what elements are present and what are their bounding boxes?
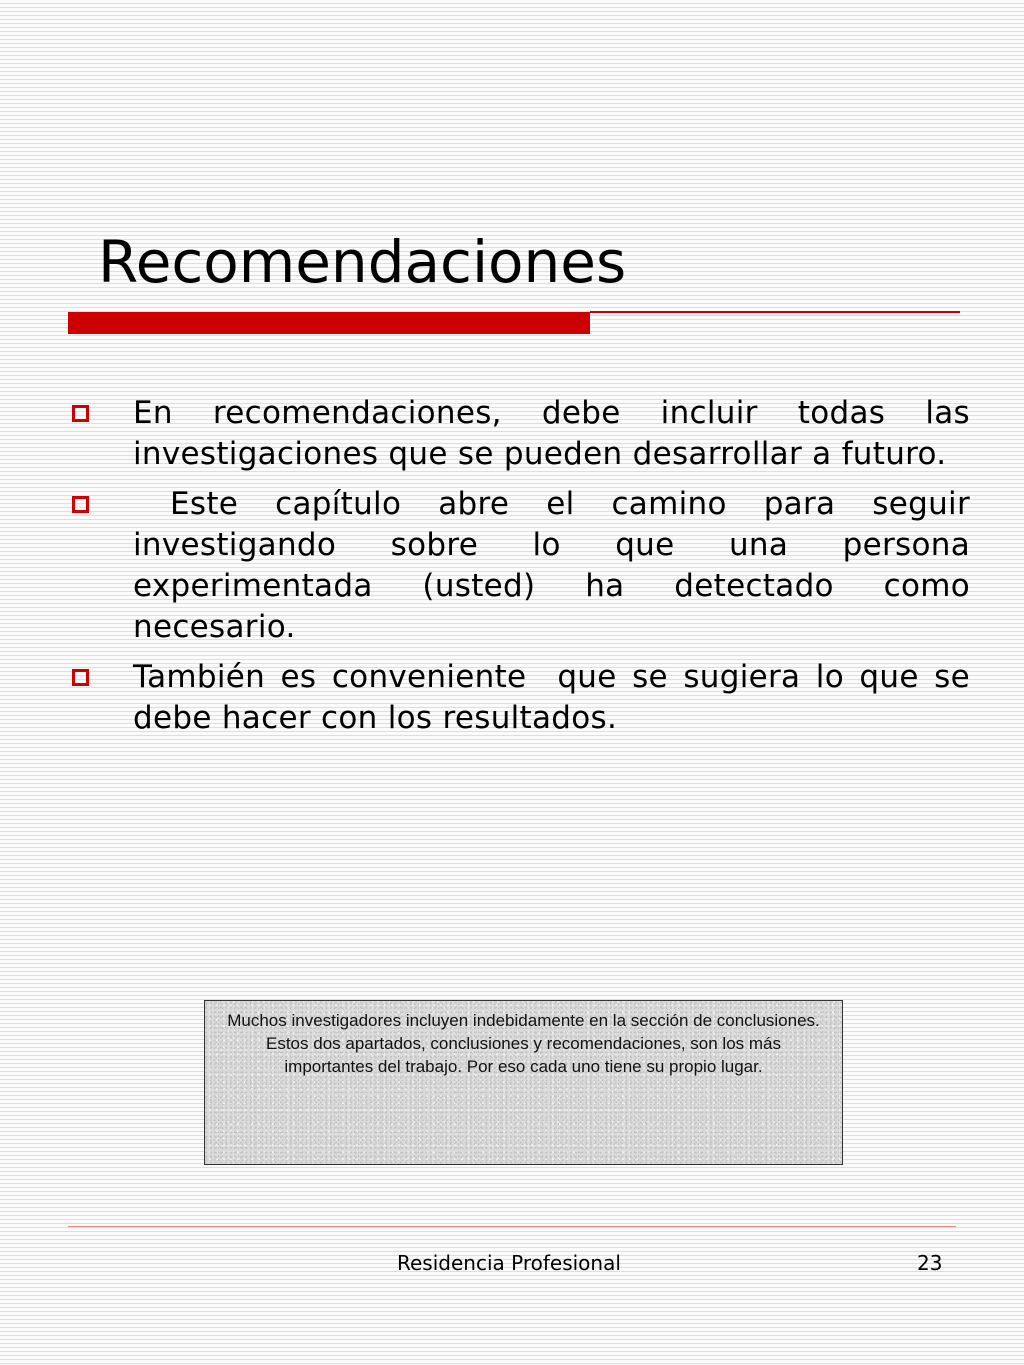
bullet-text: En recomendaciones, debe incluir todas las investigaciones que se pueden desarrollar a futuro.	[133, 395, 970, 472]
bullet-item	[70, 484, 981, 648]
hollow-square-icon	[72, 496, 89, 513]
title-underline-thin	[590, 311, 960, 313]
page-number: 23	[917, 1251, 943, 1275]
footer-divider	[68, 1226, 956, 1227]
bullet-text: Este capítulo abre el camino para seguir investigando sobre lo que una persona experimentada (usted) ha detectado como necesario.	[133, 486, 981, 645]
bullet-item	[70, 657, 981, 739]
title-underline-thick	[68, 312, 590, 334]
bullet-text: También es conveniente que se sugiera lo que se debe hacer con los resultados.	[133, 659, 981, 736]
hollow-square-icon	[72, 405, 89, 422]
bullet-list	[70, 393, 981, 748]
note-text-line-1: Muchos investigadores incluyen indebidamente en la sección de conclusiones.	[227, 1011, 820, 1030]
hollow-square-icon	[72, 669, 89, 686]
note-text-line-2: Estos dos apartados, conclusiones y recomendaciones, son los más importantes del trabajo. Por eso cada uno tiene su propio lugar.	[266, 1034, 781, 1076]
slide-title: Recomendaciones	[98, 228, 627, 296]
bullet-item	[70, 393, 970, 475]
footer-text: Residencia Profesional	[397, 1251, 621, 1275]
note-box	[204, 1000, 843, 1165]
